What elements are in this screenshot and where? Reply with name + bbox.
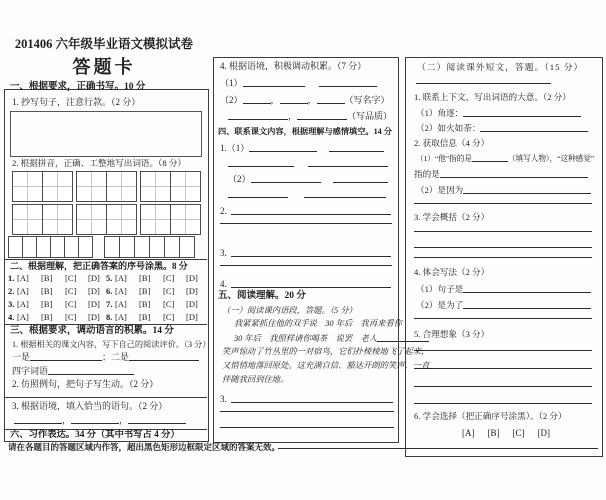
answer-blank (128, 415, 186, 424)
answer-line (414, 257, 592, 258)
label-one-is: 一是 (12, 352, 31, 362)
s5-item3-row (220, 394, 393, 405)
answer-blank (231, 394, 393, 403)
answer-bubble: [D] (88, 312, 100, 322)
writing-cell (106, 204, 137, 235)
he-refers-label: （1）“他”指的是 (416, 154, 472, 163)
section-divider (4, 397, 207, 398)
answer-bubble: [C] (163, 273, 175, 283)
q4-part1-blanks (220, 78, 377, 89)
answer-bubble: [D] (186, 299, 198, 309)
writing-cell (76, 204, 107, 235)
bubble-row-number: 4. (8, 312, 15, 322)
r-q2-1c-row (414, 169, 588, 180)
answer-bubble: [D] (537, 428, 550, 438)
answer-blank (317, 95, 345, 104)
r-q4-2-row (416, 300, 591, 311)
writing-cell (164, 236, 180, 258)
sentence-is-label: （1）句子是 (416, 284, 464, 294)
answer-bubble: [B] (41, 299, 53, 309)
writing-cell (170, 171, 201, 202)
r-q2-1-row (416, 153, 594, 164)
answer-line (414, 247, 592, 248)
section5-title: 五、阅读理解。20 分 (218, 291, 306, 301)
bubble-row-number: 6. (106, 286, 113, 296)
section1-title: 一、根据要求，正确书写。10 分 (10, 82, 146, 92)
item-number: 3. (220, 394, 227, 404)
r-q6-options (462, 428, 563, 439)
answer-blank (48, 366, 134, 375)
answer-bubble: [C] (163, 299, 175, 309)
answer-blank (463, 284, 591, 293)
question-3-1-label: 1. 根据相关的课文内容，写下自己的阅读评价。（3 分） (12, 340, 211, 349)
answer-line (414, 403, 592, 404)
refers-to-label: 指的是 (414, 169, 440, 179)
answer-bubble: [B] (41, 273, 53, 283)
writing-cell (78, 236, 93, 258)
r-question-3-label: 3. 学会概括（2 分） (414, 212, 490, 222)
answer-line (416, 83, 551, 84)
r-question-2-label: 2. 获取信息（4 分） (414, 138, 490, 148)
s4-item1b-row (228, 174, 388, 185)
because-label: （2）是因为 (416, 185, 464, 195)
r-question-4-label: 4. 体会写法（2 分） (414, 267, 490, 277)
answer-bubble: [B] (41, 312, 53, 322)
section5-sub2-title: （二）阅读课外短文，答题。（15 分） (417, 62, 584, 72)
writing-cell (119, 236, 135, 258)
answer-bubble: [D] (88, 299, 100, 309)
word-meaning-label: （1）角逐： (416, 108, 464, 118)
r-q1-2-row (416, 123, 588, 134)
in-order-to-label: （2）是为了 (416, 300, 464, 310)
answer-bubble: [B] (139, 312, 151, 322)
question-3-1-blanks (12, 352, 199, 363)
r-q1-1-row (416, 108, 581, 119)
passage-line: 又悄悄地落回原处。这充满自信、豁达开朗的笑声，一直 (222, 361, 430, 370)
writing-cell (36, 236, 51, 258)
comma: ， (288, 111, 298, 121)
writing-cell (64, 236, 79, 258)
exam-title: 201406 六年级毕业语文模拟试卷 (14, 37, 194, 51)
r-q2-2-row (416, 185, 591, 196)
answer-bubble: [A] (462, 428, 475, 438)
answer-blank (228, 111, 288, 120)
answer-blank (251, 174, 321, 183)
label-part2: （2） (220, 95, 243, 105)
writing-cell (8, 236, 23, 258)
s4-item4-row (220, 279, 391, 290)
answer-bubble: [A] (115, 273, 127, 283)
fill-person-hint: （填写人物），“这种感觉” (507, 154, 594, 163)
s4-item3-row (220, 248, 391, 259)
answer-blank (30, 352, 102, 361)
answer-bubble: [C] (65, 273, 77, 283)
bubble-row-number: 7. (106, 299, 113, 309)
answer-line (414, 231, 592, 232)
copy-sentence-box (10, 111, 202, 157)
footer-warning: 请在各题目的答题区域内作答，超出黑色矩形边框限定区域的答案无效。 (8, 442, 281, 452)
s4-item1b-row2 (228, 189, 386, 200)
word-meaning-label: （2）如火如荼： (416, 123, 481, 133)
answer-blank (243, 78, 305, 87)
answer-bubble: [A] (115, 312, 127, 322)
answer-bubble: [A] (115, 286, 127, 296)
label-two-is: ；二是 (102, 352, 130, 362)
s4-item1-row2 (228, 158, 388, 169)
bubble-row-number: 1. (8, 273, 15, 283)
four-char-words-row (12, 366, 134, 377)
passage-line: 30 年后 我照样请你喝茶 说罢 老人 (234, 333, 429, 344)
answer-bubble: [C] (65, 286, 77, 296)
answer-blank (319, 78, 377, 87)
answer-blank (304, 189, 386, 198)
hint-write-quality: （写品质） (347, 111, 393, 121)
r-question-5-label: 5. 合理想象（3 分） (414, 329, 490, 339)
bubble-row-number: 3. (8, 299, 15, 309)
writing-cell (50, 236, 65, 258)
bubble-row-number: 8. (106, 312, 113, 322)
answer-bubble: [A] (17, 273, 29, 283)
answer-blank (231, 248, 391, 257)
passage-line: 笑声惊动了竹丛里的一对宿鸟，它们扑棱棱地飞了起来， (222, 347, 430, 356)
answer-blank (480, 123, 588, 132)
q4-part2b-blanks (228, 111, 392, 122)
answer-blank (297, 111, 347, 120)
writing-cell (22, 236, 37, 258)
answer-bubble: [B] (41, 286, 53, 296)
passage-line: 伴随我回到住地。 (222, 375, 289, 384)
writing-cell (140, 204, 171, 235)
answer-line (220, 427, 394, 428)
answer-line (220, 265, 392, 266)
answer-line (414, 368, 592, 369)
question-4-label: 4. 根据语境，积极调动积累。（7 分） (220, 61, 367, 71)
section2-title: 二、根据理解，把正确答案的序号涂黑。8 分 (10, 261, 188, 271)
answer-bubble: [B] (487, 428, 500, 438)
comma: ， (307, 95, 317, 105)
answer-blank (377, 333, 429, 342)
answer-bubble: [D] (186, 312, 198, 322)
writing-cell (149, 236, 165, 258)
item-number: 3. (220, 248, 227, 258)
item-number: 1.（1） (220, 143, 250, 153)
writing-cell (12, 171, 43, 202)
answer-blank (329, 143, 384, 152)
answer-bubble: [B] (139, 273, 151, 283)
writing-cell (104, 236, 120, 258)
section-divider (4, 259, 207, 260)
answer-blank (129, 352, 199, 361)
answer-line (220, 411, 394, 412)
answer-bubble: [A] (17, 286, 29, 296)
item-number: 2. (220, 206, 227, 216)
s4-item2-row (220, 206, 391, 217)
answer-blank (463, 185, 591, 194)
hint-write-names: （写名字） (344, 95, 390, 105)
passage-line: 我紧紧抓住他的双手说 30 年后 我再来看你 (234, 319, 403, 328)
answer-blank (71, 415, 119, 424)
answer-blank (463, 108, 581, 117)
answer-blank (231, 206, 391, 215)
writing-cell (76, 171, 107, 202)
answer-blank (472, 153, 508, 162)
answer-line (414, 318, 592, 319)
comma: ， (119, 415, 129, 425)
writing-cell (140, 171, 171, 202)
answer-line (414, 203, 592, 204)
answer-bubble: [A] (17, 299, 29, 309)
answer-bubble: [B] (139, 299, 151, 309)
s4-item1-row (220, 143, 384, 154)
answer-blank (249, 143, 317, 152)
answer-bubble: [C] (163, 286, 175, 296)
answer-bubble: [C] (163, 312, 175, 322)
answer-blank (440, 169, 588, 178)
question-1-label: 1. 抄写句子，注意行款。（2 分） (12, 97, 141, 107)
answer-line (414, 386, 592, 387)
label-part1: （1） (220, 78, 243, 88)
answer-line (220, 223, 392, 224)
comma: ， (62, 415, 72, 425)
writing-cell (42, 204, 73, 235)
q4-part2-blanks (220, 95, 390, 106)
writing-cell (106, 171, 137, 202)
answer-bubble: [D] (88, 273, 100, 283)
answer-bubble: [C] (65, 312, 77, 322)
section6-title: 六、习作表达。34 分（其中书写占 4 分） (10, 430, 180, 440)
answer-blank (14, 415, 62, 424)
answer-blank (231, 279, 391, 288)
bubble-row-number: 2. (8, 286, 15, 296)
section5-sub1-title: （一）阅读课内语段，答题。（5 分） (222, 306, 357, 315)
answer-bubble: [A] (17, 312, 29, 322)
answer-blank (228, 158, 294, 167)
answer-bubble: [C] (512, 428, 525, 438)
answer-blank (243, 95, 271, 104)
section4-title: 四、联系课文内容，根据理解与感情填空。14 分 (218, 127, 392, 136)
answer-bubble: [D] (88, 286, 100, 296)
answer-blank (308, 158, 388, 167)
answer-line (414, 350, 592, 351)
writing-cell (179, 236, 195, 258)
bubble-row-number: 5. (106, 273, 113, 283)
item-number: （2） (228, 174, 251, 184)
answer-blank (463, 300, 591, 309)
answer-bubble: [D] (186, 286, 198, 296)
writing-cell (12, 204, 43, 235)
answer-blank (333, 174, 388, 183)
answer-bubble: [C] (65, 299, 77, 309)
writing-cell (170, 204, 201, 235)
label-four-char-words: 四字词语 (12, 366, 49, 376)
sheet-title: 答题卡 (72, 57, 136, 77)
answer-bubble-grid (0, 273, 207, 325)
r-q4-1-row (416, 284, 591, 295)
comma: ， (270, 95, 280, 105)
answer-bubble: [A] (115, 299, 127, 309)
writing-cell (134, 236, 150, 258)
answer-bubble: [D] (186, 273, 198, 283)
section3-title: 三、根据要求，调动语言的积累。14 分 (10, 326, 174, 336)
item-number: 4. (220, 279, 227, 289)
r-question-6-label: 6. 学会选择（把正确序号涂黑）。（2 分） (414, 411, 567, 421)
question-3-3-label: 3. 根据语境，填入恰当的语句。（2 分） (12, 401, 168, 411)
writing-cell (42, 171, 73, 202)
answer-blank (228, 189, 288, 198)
question-2-label: 2. 根据拼音，正确、工整地写出词语。（8 分） (12, 158, 187, 168)
r-question-1-label: 1. 联系上下文，写出词语的大意。（2 分） (414, 92, 571, 102)
question-3-3-blanks (14, 415, 186, 426)
answer-blank (280, 95, 308, 104)
question-3-2-label: 2. 仿照例句，把句子写生动。（2 分） (12, 379, 159, 389)
answer-bubble: [B] (139, 286, 151, 296)
